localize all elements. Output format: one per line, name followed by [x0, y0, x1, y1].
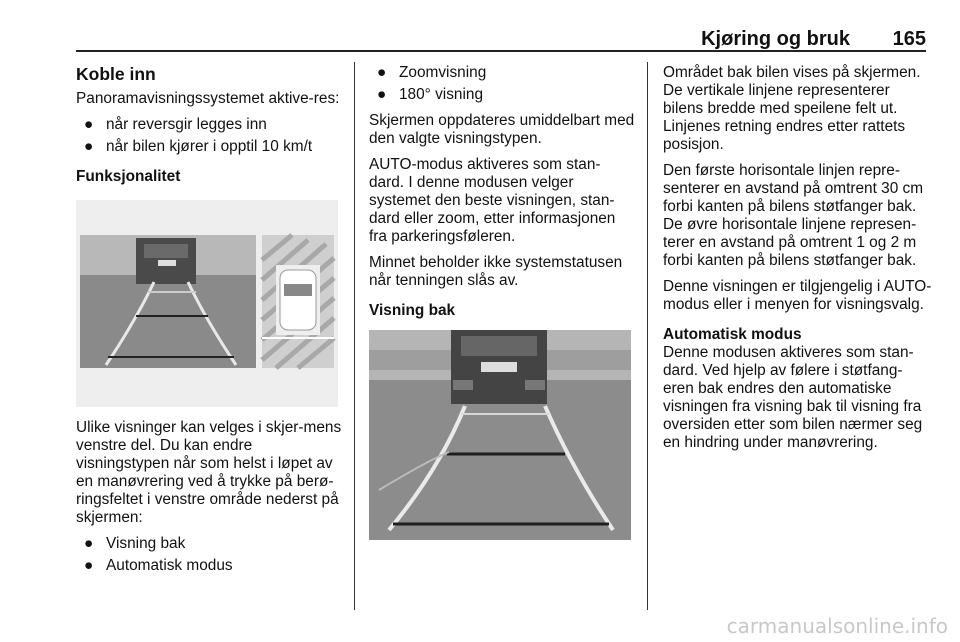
bullet-icon: ●	[377, 64, 387, 81]
heading-visning-bak: Visning bak	[369, 302, 456, 319]
list-item: ● Zoomvisning	[377, 64, 487, 81]
heading-automatisk-modus: Automatisk modus	[663, 326, 802, 343]
split-view-camera-image	[76, 200, 338, 407]
bullet-icon: ●	[84, 116, 94, 133]
bullet-icon: ●	[84, 557, 94, 574]
column-middle	[369, 64, 635, 540]
availability-paragraph: Denne visningen er tilgjengelig i AUTO-modus eller i menyen for visningsvalg.	[663, 278, 932, 313]
column-left	[76, 64, 348, 583]
bullet-icon: ●	[84, 138, 94, 155]
bullet-icon: ●	[84, 535, 94, 552]
rear-area-paragraph: Området bak bilen vises på skjermen. De vertikale linjene representerer bilens bredde med speilene felt ut. Linjenes retning endres etter rattets posisjon.	[663, 64, 921, 153]
intro-paragraph: Panoramavisningssystemet aktive-res:	[76, 90, 340, 107]
list-item: ● når bilen kjører i opptil 10 km/t	[84, 138, 313, 155]
horizontal-lines-paragraph: Den første horisontale linjen repre-senterer en avstand på omtrent 30 cm forbi kanten på bilens støtfanger bak. De øvre horisontale linjene represen-terer en avstand på omtrent 1 og 2 m forbi kanten på bilens støtfanger bak.	[663, 162, 924, 269]
column-divider	[647, 62, 648, 610]
page-number: 165	[892, 28, 926, 50]
column-right	[663, 64, 933, 460]
column-divider	[354, 62, 355, 610]
view-type-list	[76, 535, 348, 575]
watermark: carmanualsonline.info	[726, 614, 948, 638]
heading-funksjonalitet: Funksjonalitet	[76, 168, 181, 185]
screen-update-paragraph: Skjermen oppdateres umiddelbart med den valgte visningstypen.	[369, 112, 635, 147]
activation-list	[76, 116, 348, 156]
memory-paragraph: Minnet beholder ikke systemstatusen når tenningen slås av.	[369, 254, 623, 289]
section-title: Kjøring og bruk	[701, 28, 850, 50]
rear-view-camera-image	[369, 330, 631, 540]
list-item: ● når reversgir legges inn	[84, 116, 267, 133]
automatic-mode-paragraph: Denne modusen aktiveres som stan-dard. Ved hjelp av følere i støtfang-eren bak endres den automatiske visningen fra visning bak til visning fra oversiden etter som bilen nærmer seg en hindring under manøvrering.	[663, 344, 923, 451]
list-item: ● Visning bak	[84, 535, 186, 552]
list-item: ● 180° visning	[377, 86, 484, 103]
functionality-paragraph: Ulike visninger kan velges i skjer-mens venstre del. Du kan endre visningstypen når som helst i løpet av en manøvrering ved å trykke på berø-ringsfeltet i venstre område nederst på skjermen:	[76, 419, 342, 526]
bullet-icon: ●	[377, 86, 387, 103]
auto-mode-paragraph: AUTO-modus aktiveres som stan-dard. I denne modusen velger systemet den beste visningen, stan-dard eller zoom, etter informasjonen fra parkeringsføleren.	[369, 156, 616, 245]
list-item: ● Automatisk modus	[84, 557, 233, 574]
heading-koble-inn: Koble inn	[76, 64, 156, 84]
page-header	[76, 28, 926, 52]
view-type-list-cont	[369, 64, 635, 104]
